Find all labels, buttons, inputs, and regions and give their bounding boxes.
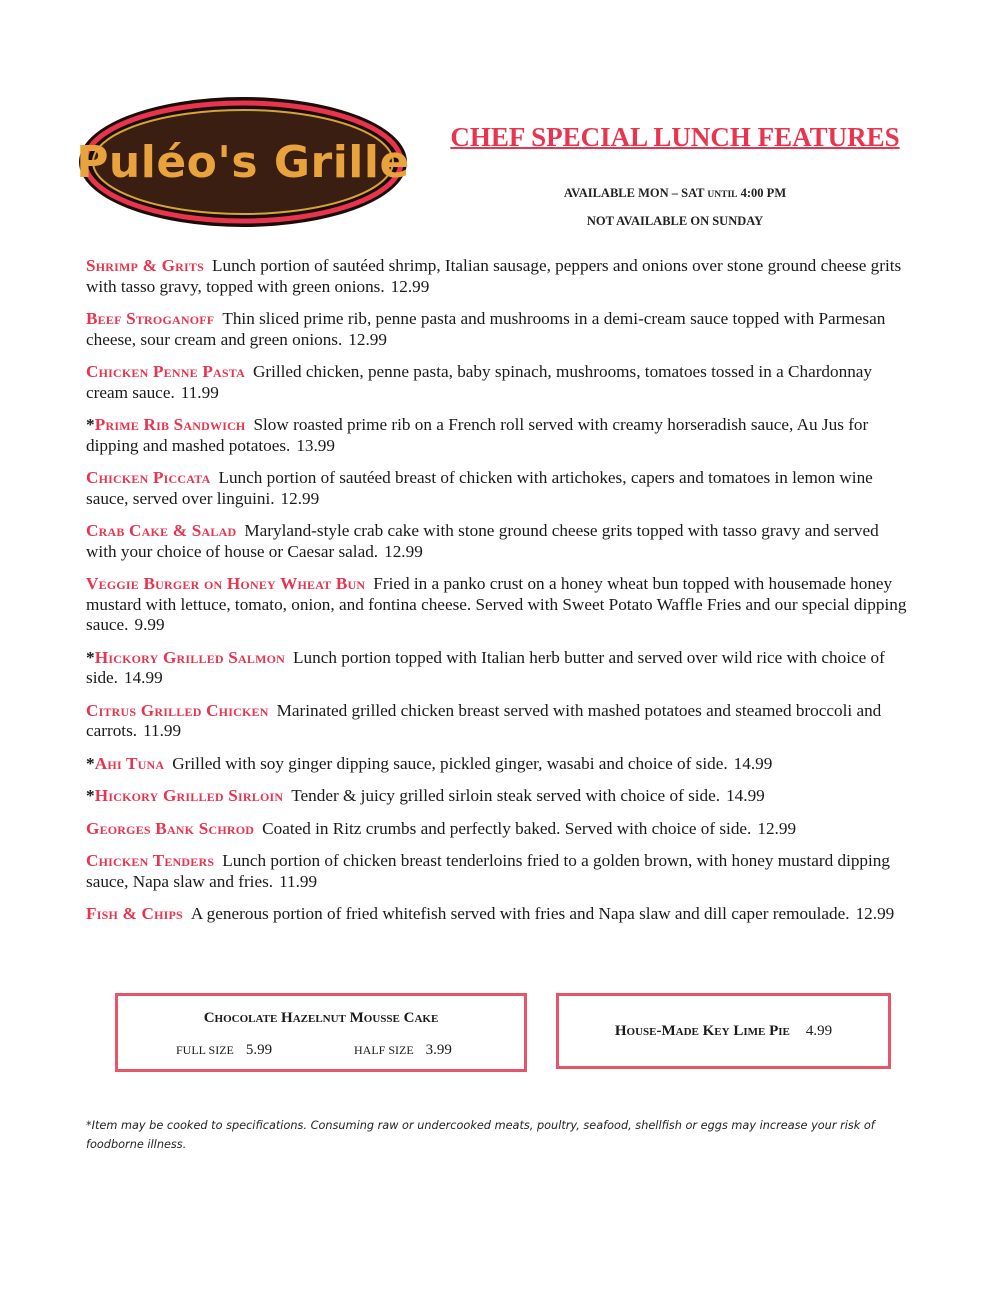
dessert-name-mousse: Chocolate Hazelnut Mousse Cake — [203, 1010, 439, 1026]
availability-line — [430, 186, 920, 201]
half-size — [354, 1042, 452, 1059]
menu-item-description: Marinated grilled chicken breast served with mashed potatoes and steamed broccoli and carrots. — [86, 700, 882, 740]
menu-item — [86, 362, 912, 403]
menu-item-name — [86, 754, 164, 773]
menu-item-title: Chicken Tenders — [86, 851, 215, 870]
menu-item-price: 12.99 — [384, 541, 423, 561]
menu-item-description: Lunch portion of sautéed breast of chicken with artichokes, capers and tomatoes in lemon wine sauce, served over linguini. — [86, 468, 873, 508]
menu-item — [86, 648, 912, 689]
dessert-box-pie — [556, 993, 891, 1069]
menu-item-title: Hickory Grilled Salmon — [94, 647, 286, 667]
menu-item-title: Chicken Piccata — [86, 468, 211, 487]
menu-item-name — [86, 415, 245, 434]
menu-item-star: * — [86, 415, 95, 434]
menu-item-price: 12.99 — [855, 904, 895, 923]
menu-item-price: 14.99 — [733, 753, 773, 773]
menu-item — [86, 521, 912, 562]
dessert-price-pie: 4.99 — [805, 1022, 833, 1039]
menu-item-title: Chicken Penne Pasta — [86, 362, 245, 381]
half-size-price: 3.99 — [425, 1042, 452, 1058]
menu-item-name — [86, 468, 210, 487]
menu-item-price: 12.99 — [390, 276, 430, 296]
menu-item-description: Grilled chicken, penne pasta, baby spinach, mushrooms, tomatoes tossed in a Chardonnay cream sauce. — [86, 362, 873, 402]
menu-item-name — [86, 701, 269, 720]
menu-item-price: 11.99 — [180, 382, 219, 402]
menu-item-description: Thin sliced prime rib, penne pasta and mushrooms in a demi-cream sauce topped with Parmesan cheese, sour cream and green onions. — [86, 309, 886, 349]
menu-item-title: Citrus Grilled Chicken — [86, 700, 269, 720]
menu-item-name — [86, 256, 204, 275]
menu-item — [86, 786, 912, 807]
logo — [76, 94, 410, 230]
menu-item-description: Coated in Ritz crumbs and perfectly baked. Served with choice of side. — [262, 818, 752, 838]
dessert-box-mousse — [115, 993, 527, 1072]
menu-item-description: Slow roasted prime rib on a French roll served with creamy horseradish sauce, Au Jus for dipping and mashed potatoes. — [86, 415, 869, 455]
menu-item-name — [86, 362, 245, 381]
menu-item-description: Lunch portion of chicken breast tenderloins fried to a golden brown, with honey mustard dipping sauce, Napa slaw and fries. — [86, 851, 890, 891]
page-title: CHEF SPECIAL LUNCH FEATURES — [450, 122, 900, 152]
menu-item — [86, 754, 912, 775]
half-size-label: HALF SIZE — [354, 1043, 414, 1057]
full-size-price: 5.99 — [245, 1042, 273, 1058]
menu-item-title: Crab Cake & Salad — [86, 521, 237, 540]
menu-item-price: 12.99 — [757, 818, 797, 838]
menu-item-price: 13.99 — [296, 435, 335, 455]
availability-days: AVAILABLE MON – SAT — [563, 186, 705, 200]
menu-item-star: * — [86, 647, 95, 667]
menu-item-title: Shrimp & Grits — [86, 256, 204, 275]
footnote: *Item may be cooked to specifications. Consuming raw or undercooked meats, poultry, seafood, shellfish or eggs may increase your risk of foodborne illness. — [86, 1119, 875, 1151]
menu-item-star: * — [86, 753, 95, 773]
menu-item-price: 12.99 — [348, 329, 387, 349]
availability-until: UNTIL — [707, 190, 738, 200]
menu-item-title: Beef Stroganoff — [86, 309, 215, 328]
availability-time: 4:00 PM — [740, 186, 787, 200]
menu-item-description: Grilled with soy ginger dipping sauce, pickled ginger, wasabi and choice of side. — [172, 753, 728, 773]
menu-item-name — [86, 574, 365, 593]
menu-item-star: * — [86, 786, 95, 805]
menu-item-price: 9.99 — [134, 615, 165, 634]
menu-item-description: Maryland-style crab cake with stone ground cheese grits topped with tasso gravy and served with your choice of house or Caesar salad. — [86, 521, 879, 561]
menu-item — [86, 701, 912, 742]
full-size-label: FULL SIZE — [176, 1043, 234, 1057]
menu-item-title: Veggie Burger on Honey Wheat Bun — [86, 574, 366, 593]
menu-item-description: A generous portion of fried whitefish served with fries and Napa slaw and dill caper remoulade. — [190, 904, 850, 923]
menu-item-title: Fish & Chips — [86, 904, 183, 923]
menu-item-title: Georges Bank Schrod — [86, 818, 255, 838]
menu-item-name — [86, 819, 254, 838]
menu-item-title: Ahi Tuna — [94, 753, 165, 773]
menu-item-description: Lunch portion topped with Italian herb butter and served over wild rice with choice of side. — [86, 647, 885, 687]
menu-item-name — [86, 648, 285, 667]
menu-item — [86, 415, 912, 456]
menu-item — [86, 574, 912, 636]
menu-item-name — [86, 309, 214, 328]
menu-item-title: Prime Rib Sandwich — [94, 415, 246, 434]
dessert-sizes — [176, 1042, 452, 1059]
menu-item-name — [86, 786, 283, 805]
menu-item-description: Tender & juicy grilled sirloin steak served with choice of side. — [291, 786, 721, 805]
menu-item-name — [86, 851, 214, 870]
not-available-line: NOT AVAILABLE ON SUNDAY — [586, 214, 764, 228]
menu-item-description: Lunch portion of sautéed shrimp, Italian sausage, peppers and onions over stone ground cheese grits with tasso gravy, topped with green onions. — [86, 256, 902, 296]
menu-item — [86, 468, 912, 509]
menu-item — [86, 309, 912, 350]
menu-item-price: 11.99 — [279, 871, 318, 891]
menu-item-price: 11.99 — [143, 721, 182, 740]
dessert-name-pie: House-Made Key Lime Pie — [614, 1022, 790, 1039]
menu-list — [86, 256, 912, 937]
menu-item-price: 14.99 — [726, 786, 765, 805]
menu-item-price: 12.99 — [280, 488, 320, 508]
menu-item-name — [86, 521, 236, 540]
logo-text: Puléo's Grille — [76, 136, 410, 188]
menu-item-description: Fried in a panko crust on a honey wheat bun topped with housemade honey mustard with lettuce, tomato, onion, and fontina cheese. Served with Sweet Potato Waffle Fries and our special dipping sauce. — [86, 574, 907, 634]
menu-item-name — [86, 904, 183, 923]
menu-item-price: 14.99 — [123, 668, 163, 687]
full-size — [176, 1043, 272, 1057]
menu-item — [86, 256, 912, 297]
menu-item-title: Hickory Grilled Sirloin — [94, 786, 284, 805]
menu-item — [86, 904, 912, 925]
menu-item — [86, 819, 912, 840]
menu-item — [86, 851, 912, 892]
